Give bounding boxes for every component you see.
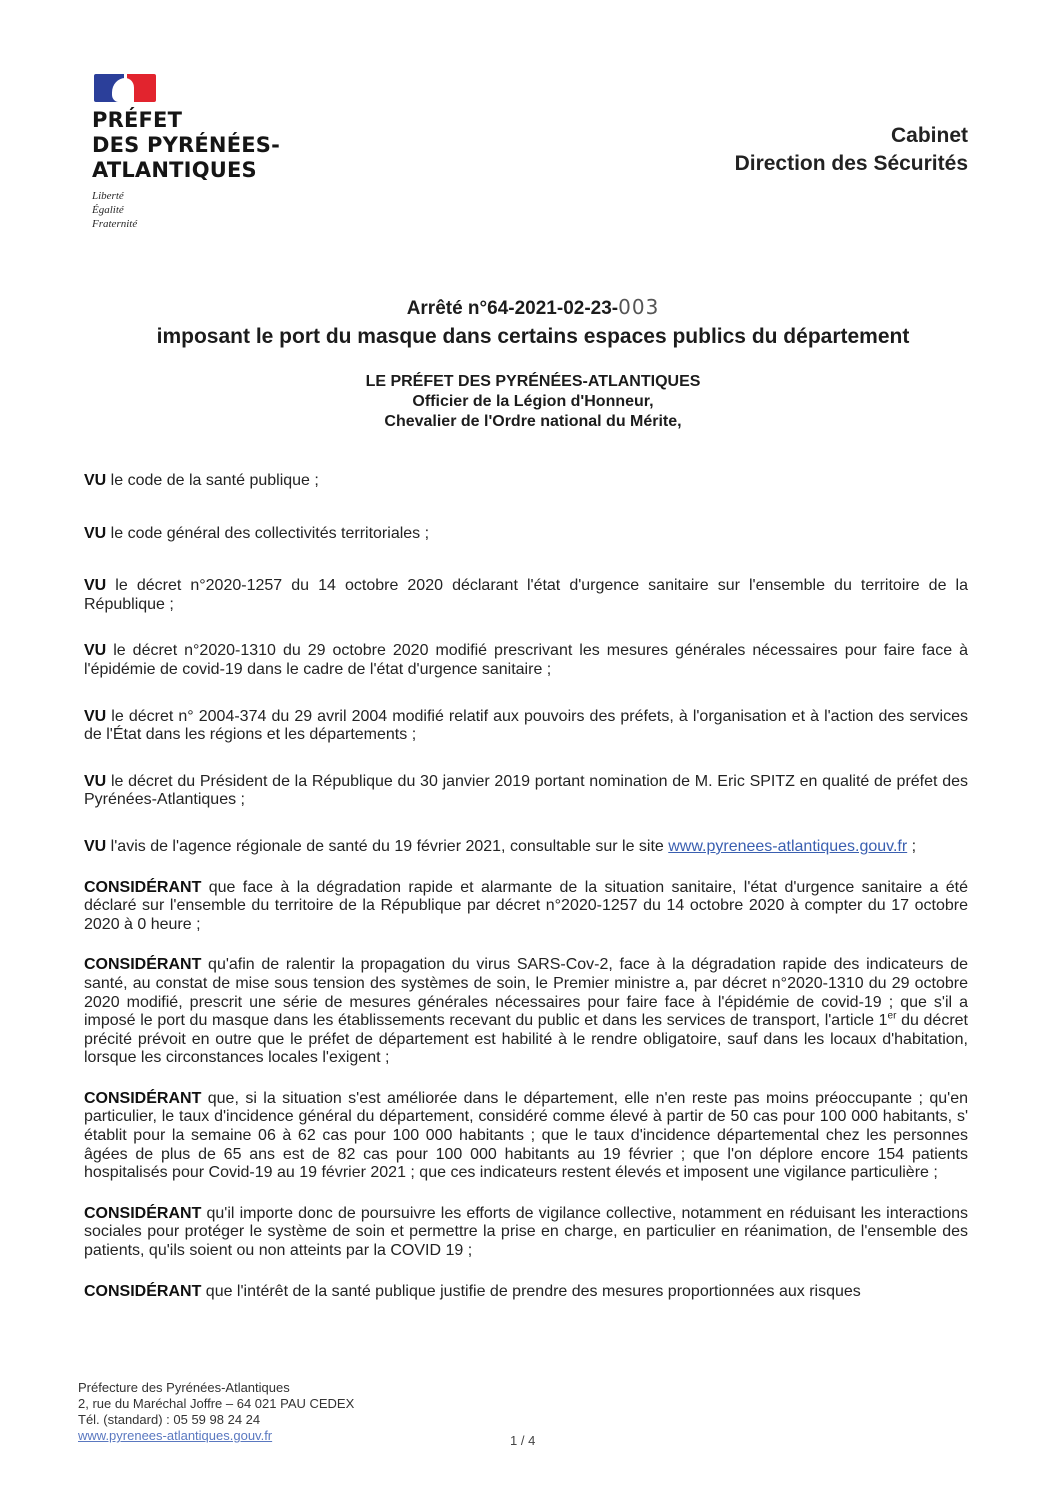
decree-number: [60, 294, 1006, 322]
considerant-paragraph: [84, 956, 968, 1068]
decree-title: [60, 294, 1006, 352]
considerant-paragraph: [84, 1090, 968, 1183]
superscript-er: er: [887, 1010, 897, 1022]
vu-paragraph: [84, 708, 968, 745]
paragraph-text: le décret du Président de la République du 30 janvier 2019 portant nomination de M. Eric SPITZ en qualité de préfet des Pyrénées-Atlantiques ;: [84, 772, 968, 809]
paragraph-text: que l'intérêt de la santé publique justifie de prendre des mesures proportionnées aux risques: [201, 1282, 861, 1300]
paragraph-lead: CONSIDÉRANT: [84, 878, 202, 896]
paragraph-lead: VU: [84, 524, 107, 542]
service-direction: Direction des Sécurités: [734, 152, 968, 175]
paragraph-lead: VU: [84, 577, 107, 595]
paragraph-text: le décret n°2020-1310 du 29 octobre 2020 modifié prescrivant les mesures générales nécessaires pour faire face à l'épidémie de covid-19 dans le cadre de l'état d'urgence sanitaire ;: [84, 642, 968, 678]
considerant-paragraph: [84, 1205, 968, 1261]
marianne-logo-icon: [94, 74, 156, 102]
paragraph-text: l'avis de l'agence régionale de santé du 19 février 2021, consultable sur le site: [106, 837, 669, 855]
prefet-line-1: PRÉFET: [92, 108, 183, 132]
authority-block: [60, 372, 1006, 432]
footer-address-name: Préfecture des Pyrénées-Atlantiques: [78, 1380, 290, 1395]
paragraph-lead: CONSIDÉRANT: [84, 1089, 202, 1107]
decree-number-prefix: Arrêté n°64-2021-02-23-: [406, 298, 619, 319]
issuing-service: [735, 122, 968, 178]
prefet-line-3: ATLANTIQUES: [92, 158, 257, 182]
footer-address-street: 2, rue du Maréchal Joffre – 64 021 PAU CEDEX: [78, 1396, 355, 1411]
vu-paragraph: [84, 472, 968, 491]
prefecture-website-link[interactable]: www.pyrenees-atlantiques.gouv.fr: [668, 837, 908, 855]
paragraph-tail: ;: [907, 837, 917, 855]
considerant-paragraph: [84, 1283, 968, 1302]
footer-website-link[interactable]: www.pyrenees-atlantiques.gouv.fr: [78, 1428, 273, 1443]
decree-number-handwritten: 003: [618, 295, 660, 319]
paragraph-text: qu'afin de ralentir la propagation du virus SARS-Cov-2, face à la dégradation rapide des indicateurs de santé, au constat de mise sous tension des systèmes de soin, le Premier ministre a, par décret n°2020-1310 du 29 octobre 2020 modifié, prescrit une série de mesures générales nécessaires pour faire face à l'épidémie de covid-19 ; que s'il a imposé le port du masque dans les établissements recevant du public et dans les services de transport, l'article 1: [84, 956, 968, 1030]
vu-paragraph: [84, 642, 968, 679]
paragraph-text: que, si la situation s'est améliorée dans le département, elle n'en reste pas moins préoccupante ; qu'en particulier, le taux d'incidence général du département, considéré comme élevé à partir de 50 cas pour 100 000 habitants, s' établit pour la semaine 06 à 62 cas pour 100 000 habitants ; que le taux d'incidence départemental chez les personnes âgées de plus de 65 ans est de 82 cas pour 100 000 habitants au 19 février ; que l'on déplore encore 154 patients hospitalisés pour Covid-19 au 19 février 2021 ; que ces indicateurs restent élevés et imposent une vigilance particulière ;: [84, 1089, 968, 1182]
vu-paragraph: [84, 525, 968, 544]
footer-phone: Tél. (standard) : 05 59 98 24 24: [78, 1412, 261, 1427]
service-cabinet: Cabinet: [890, 124, 968, 147]
motto-fraternite: Fraternité: [92, 218, 138, 230]
paragraph-lead: CONSIDÉRANT: [84, 1282, 202, 1300]
decree-body: [84, 472, 968, 1301]
paragraph-text: le décret n°2020-1257 du 14 octobre 2020 déclarant l'état d'urgence sanitaire sur l'ensemble du territoire de la République ;: [84, 577, 968, 613]
paragraph-text: qu'il importe donc de poursuivre les efforts de vigilance collective, notamment en réduisant les interactions sociales pour protéger le système de soin et permettre la prise en charge, en particulier en réanimation, de l'ensemble des patients, qu'ils soient ou non atteints par la COVID 19 ;: [84, 1204, 968, 1260]
paragraph-lead: VU: [84, 837, 107, 855]
decree-subject: imposant le port du masque dans certains espaces publics du département: [156, 325, 910, 348]
paragraph-text: le code général des collectivités territoriales ;: [106, 524, 430, 542]
prefet-line-2: DES PYRÉNÉES-: [92, 133, 281, 157]
page-number: 1 / 4: [510, 1433, 536, 1448]
paragraph-text-continued: du décret précité prévoit en outre que le préfet de département est habilité à le rendre obligatoire, sauf dans les locaux d'habitation, lorsque les circonstances locales l'exigent ;: [84, 1012, 968, 1067]
paragraph-lead: VU: [84, 642, 107, 660]
prefecture-logo: [92, 74, 280, 231]
vu-paragraph: [84, 577, 968, 614]
authority-line-1: LE PRÉFET DES PYRÉNÉES-ATLANTIQUES: [365, 373, 701, 390]
paragraph-lead: CONSIDÉRANT: [84, 956, 202, 974]
vu-paragraph: [84, 773, 968, 810]
authority-line-3: Chevalier de l'Ordre national du Mérite,: [384, 413, 682, 430]
motto-liberte: Liberté: [92, 190, 124, 202]
paragraph-lead: VU: [84, 772, 107, 790]
paragraph-text: le code de la santé publique ;: [106, 472, 319, 489]
page-footer: [78, 1380, 354, 1444]
paragraph-lead: VU: [84, 707, 107, 725]
authority-line-2: Officier de la Légion d'Honneur,: [412, 393, 654, 410]
paragraph-lead: VU: [84, 472, 107, 489]
motto-egalite: Égalité: [92, 204, 124, 216]
considerant-paragraph: [84, 879, 968, 935]
prefet-name: [92, 108, 280, 183]
vu-paragraph: [84, 838, 968, 857]
paragraph-text: que face à la dégradation rapide et alarmante de la situation sanitaire, l'état d'urgence sanitaire a été déclaré sur l'ensemble du territoire de la République par décret n°2020-1257 du 14 octobre 2020 à compter du 17 octobre 2020 à 0 heure ;: [84, 878, 968, 933]
paragraph-text: le décret n° 2004-374 du 29 avril 2004 modifié relatif aux pouvoirs des préfets, à l'organisation et à l'action des services de l'État dans les régions et les départements ;: [84, 707, 968, 744]
republic-motto: [92, 189, 280, 231]
paragraph-lead: CONSIDÉRANT: [84, 1204, 202, 1222]
